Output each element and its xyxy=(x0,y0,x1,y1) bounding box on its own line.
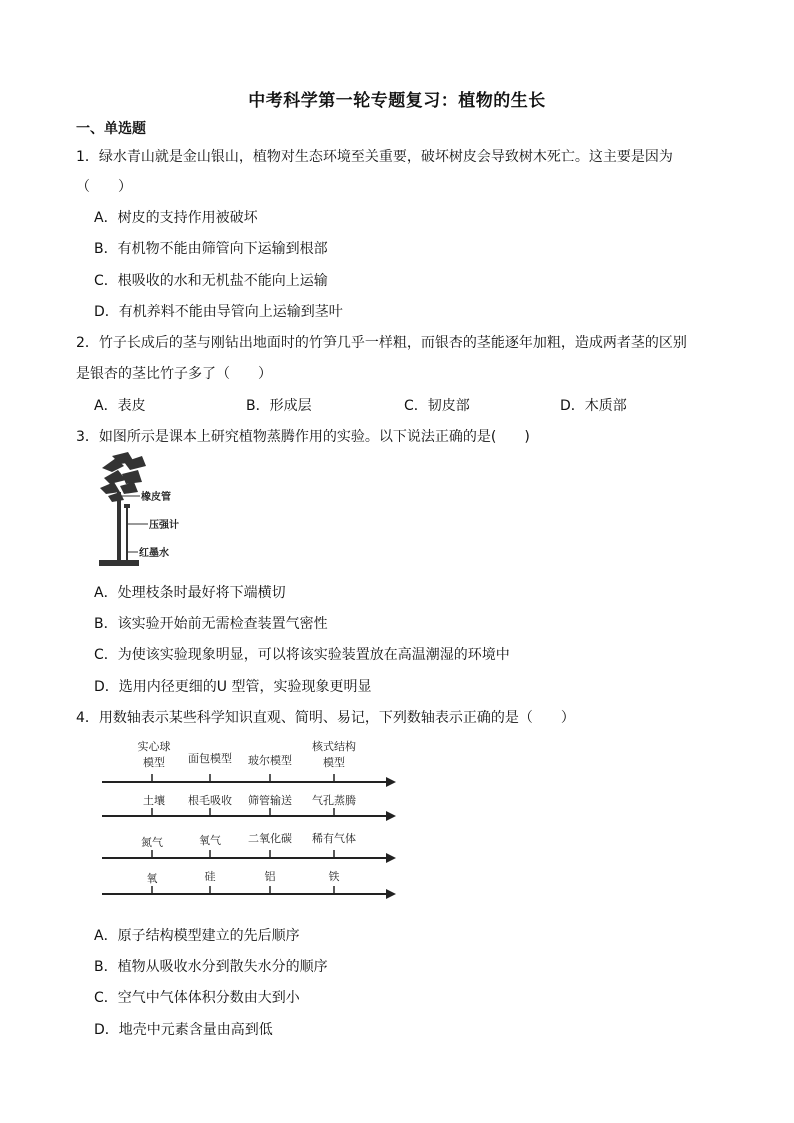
question-4-option-d: D．地壳中元素含量由高到低 xyxy=(94,1022,273,1038)
axis1-label-3: 玻尔模型 xyxy=(248,754,292,767)
question-2-option-b: B．形成层 xyxy=(246,398,312,414)
number-axes-figure xyxy=(100,734,400,906)
question-3-option-a: A．处理枝条时最好将下端横切 xyxy=(94,585,286,601)
axis1-label-4a: 核式结构 xyxy=(312,740,356,753)
leafy-branch-icon xyxy=(100,452,146,502)
question-4-stem: 4．用数轴表示某些科学知识直观、简明、易记，下列数轴表示正确的是（ ） xyxy=(76,710,575,726)
label-rubber-tube: 橡皮管 xyxy=(141,492,171,503)
transpiration-apparatus-figure xyxy=(94,452,184,570)
axis3-label-3: 二氧化碳 xyxy=(248,832,292,845)
question-1-stem-paren: （ ） xyxy=(76,179,132,195)
question-2-option-d: D．木质部 xyxy=(560,398,627,414)
axis4-label-2: 硅 xyxy=(204,870,216,883)
question-1-option-d: D．有机养料不能由导管向上运输到茎叶 xyxy=(94,304,343,320)
axis3-label-1: 氮气 xyxy=(141,836,163,849)
label-pressure-gauge: 压强计 xyxy=(149,520,179,531)
question-4-option-b: B．植物从吸收水分到散失水分的顺序 xyxy=(94,959,328,975)
question-3-option-c: C．为使该实验现象明显，可以将该实验装置放在高温潮湿的环境中 xyxy=(94,647,510,663)
label-red-ink: 红墨水 xyxy=(139,548,169,559)
question-3-option-d: D．选用内径更细的U 型管，实验现象更明显 xyxy=(94,679,372,695)
section-heading: 一、单选题 xyxy=(76,121,146,137)
axis3-label-4: 稀有气体 xyxy=(312,832,356,845)
question-2-stem-cont: 是银杏的茎比竹子多了（ ） xyxy=(76,366,272,382)
axis2-label-4: 气孔蒸腾 xyxy=(312,794,356,807)
question-4-option-a: A．原子结构模型建立的先后顺序 xyxy=(94,928,300,944)
axis1-label-1a: 实心球 xyxy=(137,740,171,753)
axis2-label-1: 土壤 xyxy=(143,794,165,807)
axis1-label-1b: 模型 xyxy=(143,756,165,769)
axis2-label-3: 筛管输送 xyxy=(248,794,292,807)
question-1-option-a: A．树皮的支持作用被破坏 xyxy=(94,210,258,226)
axis2-label-2: 根毛吸收 xyxy=(188,794,232,807)
question-2-option-c: C．韧皮部 xyxy=(404,398,470,414)
question-3-stem: 3．如图所示是课本上研究植物蒸腾作用的实验。以下说法正确的是( ) xyxy=(76,429,530,445)
document-title: 中考科学第一轮专题复习：植物的生长 xyxy=(248,91,546,111)
axis4-label-3: 铝 xyxy=(264,870,276,883)
question-1-stem: 1．绿水青山就是金山银山，植物对生态环境至关重要，破坏树皮会导致树木死亡。这主要是因为 xyxy=(76,149,673,165)
axis4-label-1: 氧 xyxy=(146,872,158,885)
question-1-option-c: C．根吸收的水和无机盐不能向上运输 xyxy=(94,273,328,289)
question-2-option-a: A．表皮 xyxy=(94,398,146,414)
question-4-option-c: C．空气中气体体积分数由大到小 xyxy=(94,990,300,1006)
question-2-stem: 2．竹子长成后的茎与刚钻出地面时的竹笋几乎一样粗，而银杏的茎能逐年加粗，造成两者茎的区别 xyxy=(76,335,687,351)
question-1-option-b: B．有机物不能由筛管向下运输到根部 xyxy=(94,241,328,257)
axis4-label-4: 铁 xyxy=(328,870,340,883)
axis1-label-2: 面包模型 xyxy=(188,752,232,765)
axis1-label-4b: 模型 xyxy=(323,756,345,769)
axis3-label-2: 氧气 xyxy=(199,834,221,847)
question-3-option-b: B．该实验开始前无需检查装置气密性 xyxy=(94,616,328,632)
